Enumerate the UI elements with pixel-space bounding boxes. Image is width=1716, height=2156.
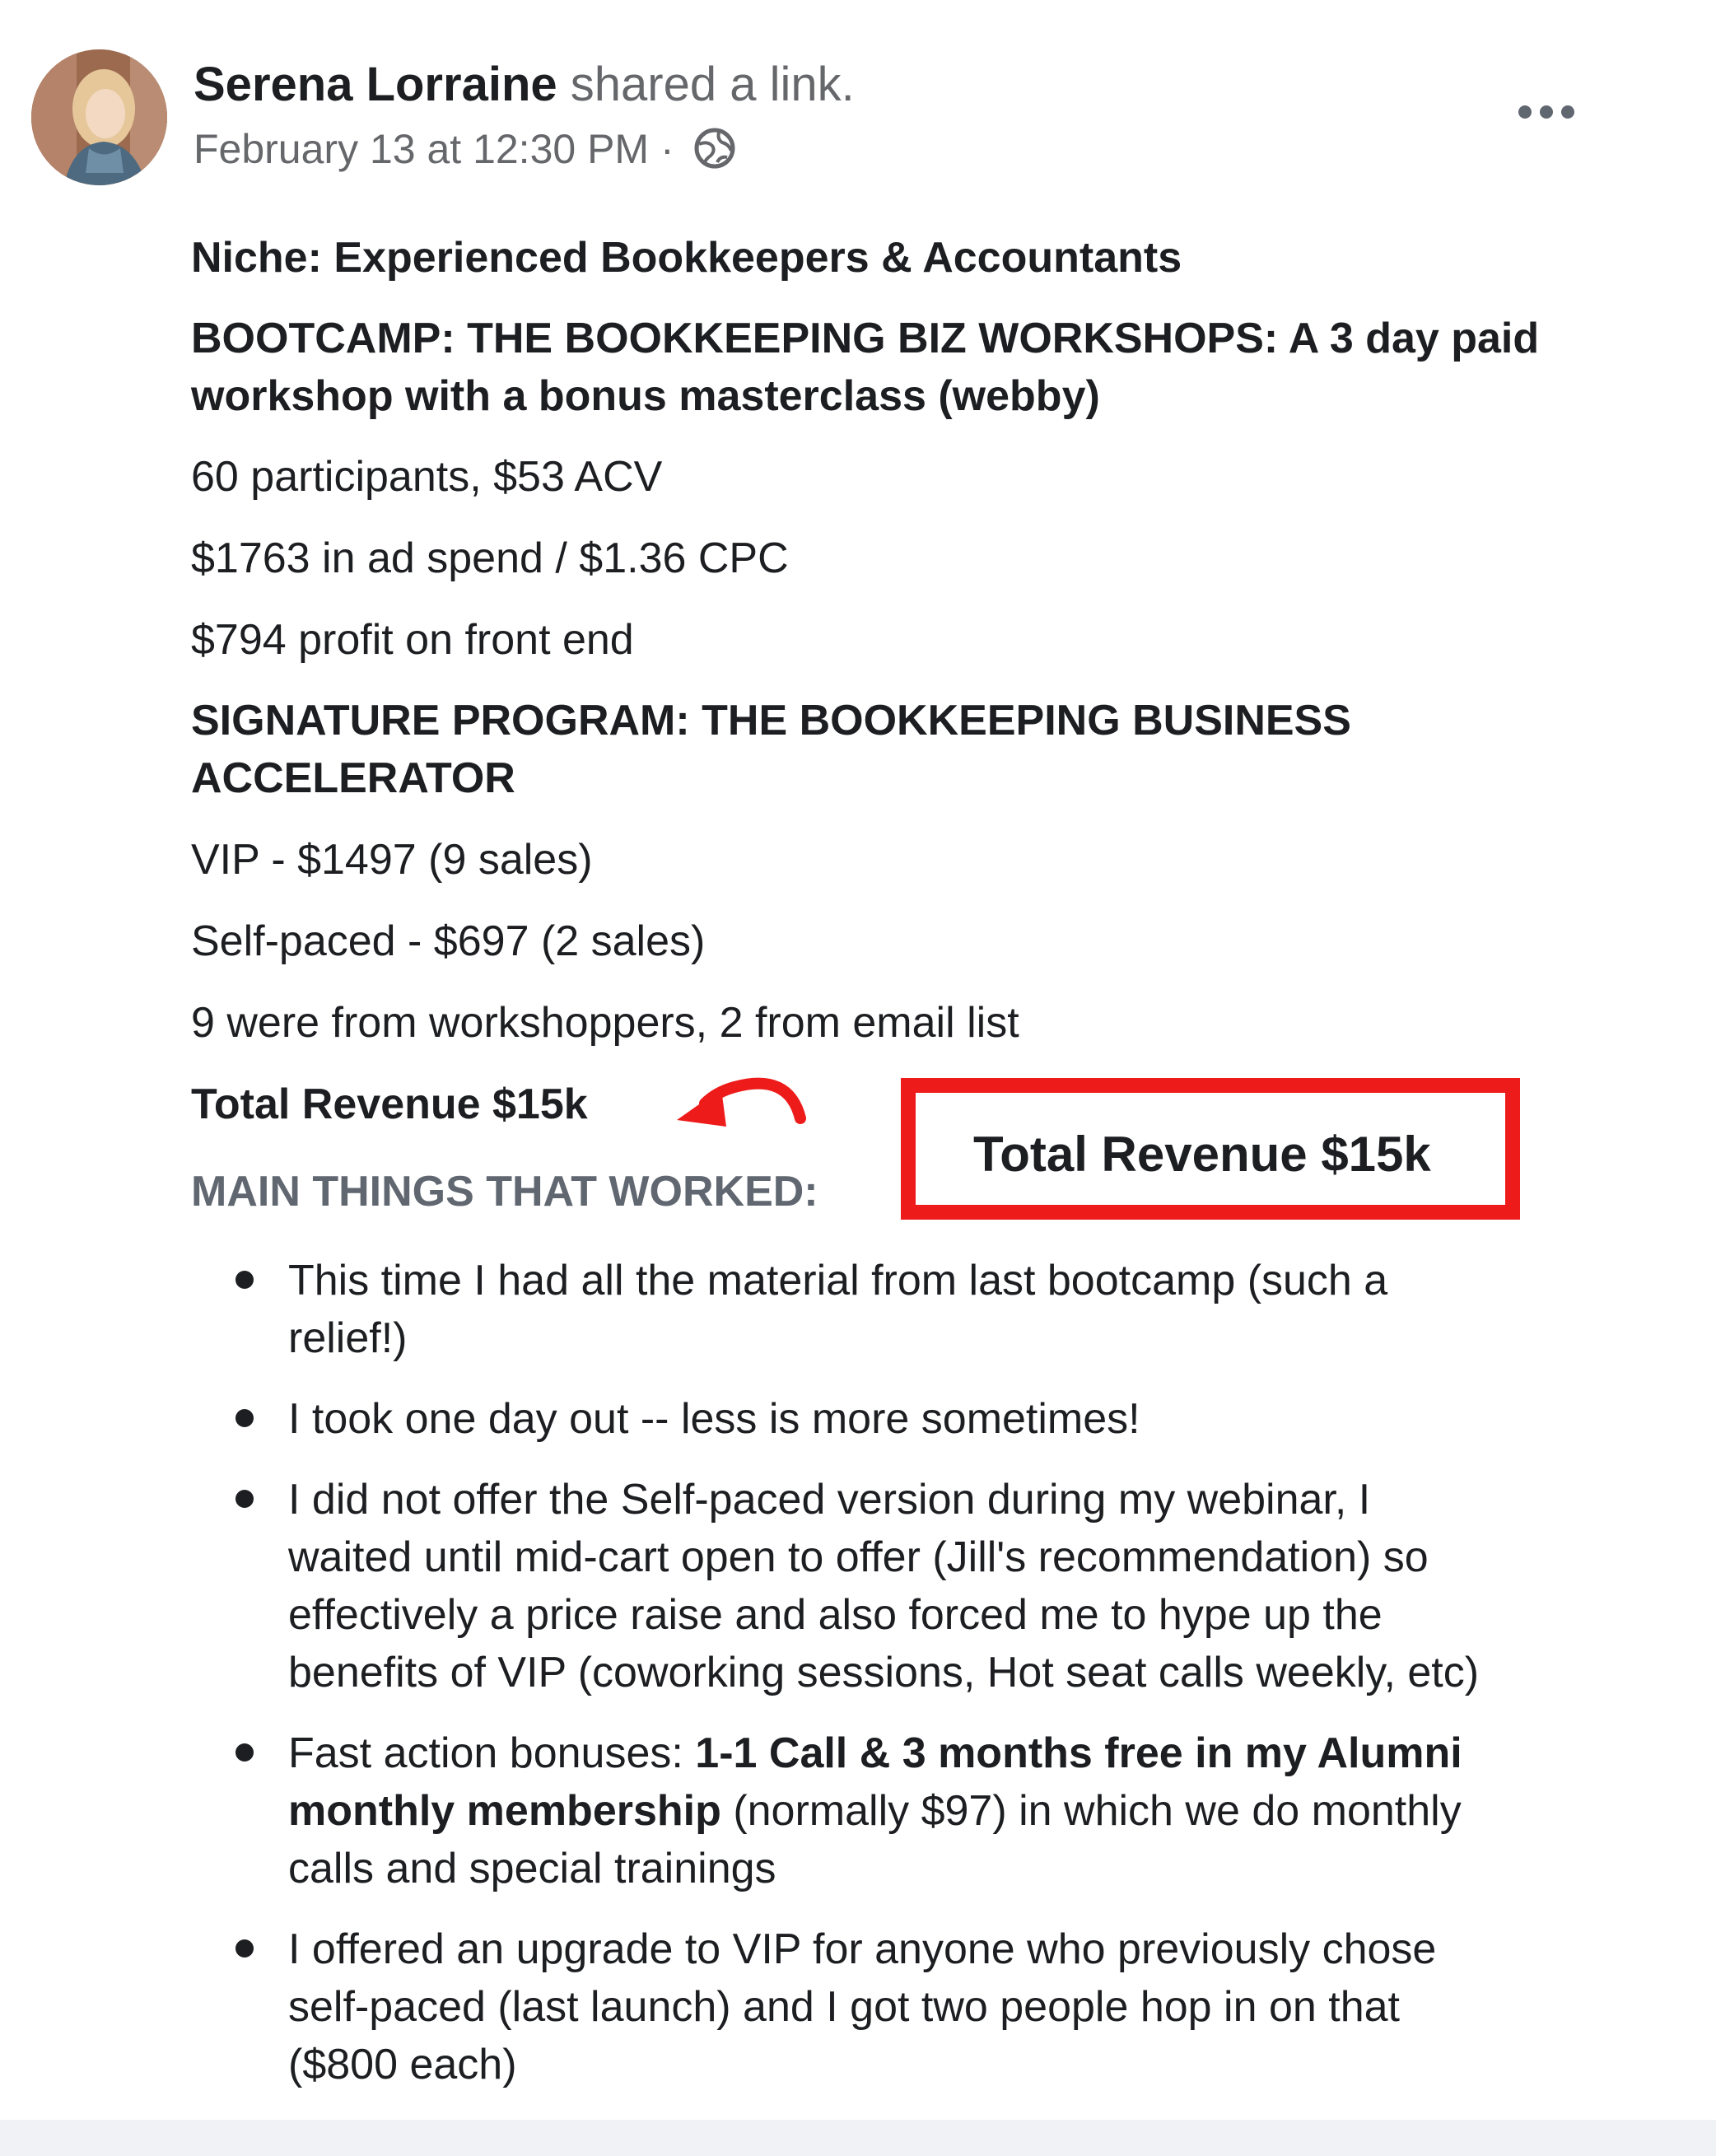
bonus-label: Fast action bonuses:	[288, 1729, 696, 1777]
signature-heading-line-1: SIGNATURE PROGRAM: THE BOOKKEEPING BUSINESS	[191, 697, 1351, 744]
globe-icon	[692, 126, 737, 170]
post-action: shared a link.	[570, 58, 855, 111]
list-item-line	[288, 1782, 1606, 1840]
list-item-text	[288, 1252, 1606, 1367]
callout-text: Total Revenue $15k	[973, 1127, 1431, 1182]
self-paced-line: Self-paced - $697 (2 sales)	[191, 917, 706, 965]
bullet-dot	[235, 1490, 254, 1508]
list-item-line: effectively a price raise and also forced me to hype up the	[288, 1591, 1383, 1639]
meta-separator: ·	[649, 126, 686, 172]
list-item-line: ($800 each)	[288, 2041, 517, 2088]
total-revenue-line: Total Revenue $15k	[191, 1080, 588, 1128]
main-things-heading: MAIN THINGS THAT WORKED:	[191, 1168, 818, 1216]
list-item-line: I offered an upgrade to VIP for anyone who previously chose	[288, 1925, 1437, 1973]
bonus-highlight: 1-1 Call & 3 months free in my Alumni	[695, 1729, 1462, 1777]
bullet-dot	[235, 1939, 254, 1958]
list-item-line: This time I had all the material from last bootcamp (such a	[288, 1257, 1388, 1304]
niche-line: Niche: Experienced Bookkeepers & Accountants	[191, 234, 1182, 282]
bonus-highlight: monthly membership	[288, 1787, 721, 1835]
list-item-line: calls and special trainings	[288, 1845, 776, 1892]
feed-background	[0, 2120, 1716, 2156]
avatar-photo	[31, 49, 167, 185]
list-item-text	[288, 1471, 1606, 1701]
list-item-line: I did not offer the Self-paced version during my webinar, I	[288, 1476, 1371, 1524]
ad-spend-line: $1763 in ad spend / $1.36 CPC	[191, 534, 789, 582]
more-options-icon[interactable]	[1513, 91, 1579, 133]
bootcamp-heading-line-2: workshop with a bonus masterclass (webby)	[191, 372, 1100, 420]
bonus-detail: (normally $97) in which we do monthly	[720, 1787, 1462, 1835]
bullet-dot	[235, 1409, 254, 1427]
sources-line: 9 were from workshoppers, 2 from email list	[191, 999, 1019, 1047]
profit-line: $794 profit on front end	[191, 616, 634, 664]
vip-line: VIP - $1497 (9 sales)	[191, 836, 593, 884]
author-name[interactable]: Serena Lorraine	[194, 58, 557, 111]
participants-line: 60 participants, $53 ACV	[191, 453, 663, 501]
bullet-dot	[235, 1743, 254, 1762]
post-header	[194, 56, 855, 114]
revenue-callout-box	[901, 1078, 1520, 1220]
list-item-line: waited until mid-cart open to offer (Jill's recommendation) so	[288, 1533, 1429, 1581]
list-item-line	[288, 1724, 1606, 1782]
list-item-text	[288, 1390, 1606, 1448]
curved-arrow-icon	[659, 1067, 815, 1150]
post-meta	[194, 122, 737, 176]
bullet-dot	[235, 1271, 254, 1289]
avatar[interactable]	[31, 49, 167, 185]
bootcamp-heading-line-1: BOOTCAMP: THE BOOKKEEPING BIZ WORKSHOPS: A 3 day paid	[191, 315, 1540, 362]
post-timestamp[interactable]: February 13 at 12:30 PM	[194, 126, 650, 172]
list-item-line: self-paced (last launch) and I got two people hop in on that	[288, 1983, 1400, 2031]
list-item-line: benefits of VIP (coworking sessions, Hot seat calls weekly, etc)	[288, 1649, 1480, 1696]
list-item-text	[288, 1724, 1606, 1897]
list-item-line: I took one day out -- less is more sometimes!	[288, 1395, 1140, 1443]
list-item-line: relief!)	[288, 1314, 408, 1362]
list-item-text	[288, 1920, 1606, 2093]
signature-heading-line-2: ACCELERATOR	[191, 754, 515, 802]
